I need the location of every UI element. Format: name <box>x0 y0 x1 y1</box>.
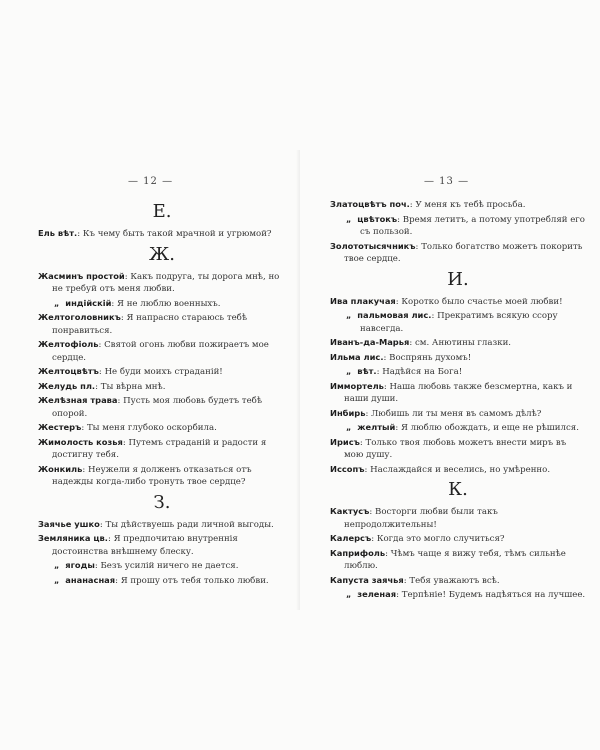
flower-meaning: Какъ подруга, ты дорога мнѣ, но не требуй отъ меня любви. <box>52 271 280 294</box>
flower-meaning: Воспрянь духомъ! <box>389 352 472 363</box>
section-letter-heading: З. <box>153 491 171 513</box>
flower-name: Ирисъ <box>330 436 360 447</box>
flower-name: Иванъ-да-Марья <box>330 337 410 347</box>
flower-meaning: Я люблю обождать, и еще не рѣшился. <box>401 423 579 433</box>
section-letter-heading: И. <box>447 268 469 290</box>
separator: : <box>120 313 127 323</box>
separator: : <box>415 241 422 252</box>
flower-name: Жасминъ простой <box>38 270 125 281</box>
dictionary-entry <box>38 311 286 337</box>
separator: : <box>98 340 105 350</box>
separator: : <box>383 352 390 363</box>
separator: : <box>95 381 101 392</box>
flower-meaning: Надѣйся на Бога! <box>382 367 463 377</box>
separator: : <box>124 271 131 282</box>
flower-meaning: Любишь ли ты меня въ самомъ дѣлѣ? <box>371 408 542 419</box>
dictionary-entry <box>330 421 586 435</box>
separator: : <box>397 214 403 225</box>
dictionary-entry <box>330 463 586 477</box>
flower-meaning: Не буди моихъ страданій! <box>104 367 223 377</box>
dictionary-entry <box>330 532 586 546</box>
ditto-mark: „ <box>346 423 352 432</box>
dictionary-entry <box>38 365 286 379</box>
dictionary-entry <box>38 463 286 489</box>
dictionary-entry <box>38 518 286 532</box>
dictionary-entry <box>38 394 286 420</box>
flower-meaning: Только твоя любовь можетъ внести миръ въ мою душу. <box>344 437 567 460</box>
flower-name: пальмовая лис. <box>357 310 432 320</box>
dictionary-column <box>330 198 586 603</box>
dictionary-entry <box>330 351 586 365</box>
flower-meaning: Прекратимъ всякую ссору навсегда. <box>360 311 558 334</box>
right-page <box>300 0 600 750</box>
flower-meaning: Путемъ страданій и радости я достигну тебя. <box>52 437 267 460</box>
page-number: — 13 — <box>424 176 470 187</box>
flower-name: Ива плакучая <box>330 295 396 306</box>
separator: : <box>107 534 114 544</box>
flower-meaning: Ты вѣрна мнѣ. <box>100 381 166 392</box>
separator: : <box>395 423 401 433</box>
dictionary-entry <box>330 198 586 212</box>
dictionary-entry <box>38 338 286 364</box>
flower-meaning: Ты дѣйствуешь ради личной выгоды. <box>105 519 274 530</box>
separator: : <box>122 437 129 448</box>
flower-name: Желудь пл. <box>38 380 96 391</box>
flower-name: Ильма лис. <box>330 351 384 362</box>
separator: : <box>359 437 366 448</box>
flower-name: Заячье ушко <box>38 518 100 529</box>
flower-name: Инбирь <box>330 407 366 418</box>
ditto-mark: „ <box>54 561 60 570</box>
ditto-mark: „ <box>346 367 352 376</box>
flower-name: Желтоцвѣтъ <box>38 366 99 376</box>
flower-meaning: Я предпочитаю внутреннія достоинства внѣшнему блеску. <box>52 534 238 557</box>
dictionary-entry <box>330 505 586 531</box>
separator: : <box>77 229 83 239</box>
flower-meaning: Къ чему быть такой мрачной и угрюмой? <box>82 229 272 239</box>
separator: : <box>98 367 105 377</box>
separator: : <box>115 575 121 586</box>
flower-name: индійскій <box>65 297 112 308</box>
dictionary-entry <box>38 297 286 311</box>
separator: : <box>383 381 390 392</box>
flower-name: Ель вѣт. <box>38 228 78 238</box>
flower-meaning: Тебя уважаютъ всѣ. <box>409 575 500 586</box>
separator: : <box>409 200 416 210</box>
separator: : <box>365 408 372 419</box>
dictionary-entry <box>330 547 586 573</box>
flower-name: Кактусъ <box>330 506 370 516</box>
flower-name: Капуста заячья <box>330 574 404 585</box>
ditto-mark: „ <box>346 590 352 599</box>
dictionary-column <box>38 198 286 588</box>
dictionary-entry <box>38 227 286 241</box>
ditto-mark: „ <box>54 575 60 585</box>
flower-meaning: Святой огонь любви пожираетъ мое сердце. <box>52 340 269 363</box>
flower-name: Иммортель <box>330 380 384 391</box>
flower-meaning: Терпѣніе! Будемъ надѣяться на лучшее. <box>401 590 586 600</box>
separator: : <box>111 298 118 309</box>
flower-meaning: Когда это могло случиться? <box>376 534 505 544</box>
separator: : <box>117 396 124 406</box>
flower-meaning: Пусть моя любовь будетъ тебѣ опорой. <box>52 396 263 419</box>
flower-name: цвѣтокъ <box>357 213 398 224</box>
flower-name: Золототысячникъ <box>330 240 416 251</box>
separator: : <box>369 507 376 517</box>
flower-meaning: Безъ усилій ничего не дается. <box>100 561 239 571</box>
dictionary-entry <box>330 213 586 239</box>
separator: : <box>376 367 383 377</box>
section-letter-heading: К. <box>448 479 468 500</box>
flower-meaning: Неужели я долженъ отказаться отъ надежды когда-либо тронуть твое сердце? <box>52 464 252 487</box>
separator: : <box>371 534 377 544</box>
flower-name: Земляника цв. <box>38 533 108 543</box>
dictionary-entry <box>330 295 586 309</box>
separator: : <box>403 575 410 586</box>
flower-name: Калерсъ <box>330 533 372 543</box>
dictionary-entry <box>330 588 586 602</box>
separator: : <box>431 311 438 321</box>
dictionary-entry <box>330 240 586 266</box>
separator: : <box>81 423 87 433</box>
dictionary-entry <box>330 380 586 406</box>
flower-name: ананасная <box>65 574 116 585</box>
dictionary-entry <box>330 336 586 350</box>
flower-name: Желтоголовникъ <box>38 312 121 322</box>
flower-meaning: Коротко было счастье моей любви! <box>401 296 563 307</box>
separator: : <box>409 338 415 348</box>
separator: : <box>94 561 101 571</box>
flower-name: вѣт. <box>357 366 377 376</box>
flower-meaning: Чѣмъ чаще я вижу тебя, тѣмъ сильнѣе люблю. <box>344 548 566 571</box>
separator: : <box>82 464 88 475</box>
flower-name: Иссопъ <box>330 463 365 474</box>
dictionary-entry <box>38 532 286 558</box>
ditto-mark: „ <box>346 311 352 320</box>
separator: : <box>364 464 371 475</box>
flower-name: Каприфоль <box>330 547 386 558</box>
dictionary-entry <box>330 436 586 462</box>
dictionary-entry <box>330 365 586 379</box>
flower-name: желтый <box>357 422 396 432</box>
separator: : <box>385 548 391 559</box>
dictionary-entry <box>38 559 286 573</box>
flower-name: Жонкиль <box>38 463 83 474</box>
dictionary-entry <box>38 436 286 462</box>
dictionary-entry <box>38 421 286 435</box>
page-number: — 12 — <box>128 176 174 187</box>
ditto-mark: „ <box>54 298 60 308</box>
flower-meaning: Я напрасно стараюсь тебѣ понравиться. <box>52 313 248 336</box>
flower-name: Желтофіоль <box>38 339 99 349</box>
dictionary-entry <box>38 270 286 296</box>
flower-name: зеленая <box>357 589 397 599</box>
flower-meaning: Только богатство можетъ покорить твое сердце. <box>344 241 583 264</box>
flower-meaning: Ты меня глубоко оскорбила. <box>86 423 217 433</box>
flower-meaning: Я прошу отъ тебя только любви. <box>120 575 269 586</box>
separator: : <box>99 519 106 530</box>
flower-name: Жимолость козья <box>38 436 123 447</box>
separator: : <box>396 590 402 600</box>
flower-name: ягоды <box>65 560 95 570</box>
ditto-mark: „ <box>346 214 352 224</box>
flower-name: Желѣзная трава <box>38 395 118 405</box>
dictionary-entry <box>330 574 586 588</box>
section-letter-heading: Ж. <box>149 243 175 265</box>
dictionary-entry <box>330 407 586 421</box>
flower-meaning: см. Анютины глазки. <box>414 338 512 348</box>
section-letter-heading: Е. <box>152 201 172 222</box>
dictionary-entry <box>330 309 586 335</box>
flower-meaning: Наша любовь также безсмертна, какъ и наши души. <box>344 381 573 404</box>
separator: : <box>395 296 402 307</box>
flower-meaning: Восторги любви были такъ непродолжительны! <box>344 507 498 530</box>
dictionary-entry <box>38 574 286 588</box>
dictionary-entry <box>38 380 286 394</box>
flower-meaning: Наслаждайся и веселись, но умѣренно. <box>370 464 551 475</box>
flower-name: Златоцвѣтъ поч. <box>330 199 410 209</box>
flower-name: Жестеръ <box>38 422 82 432</box>
flower-meaning: У меня къ тебѣ просьба. <box>415 200 526 210</box>
flower-meaning: Я не люблю военныхъ. <box>117 298 221 309</box>
flower-meaning: Время летитъ, а потому употребляй его съ пользой. <box>360 214 585 237</box>
